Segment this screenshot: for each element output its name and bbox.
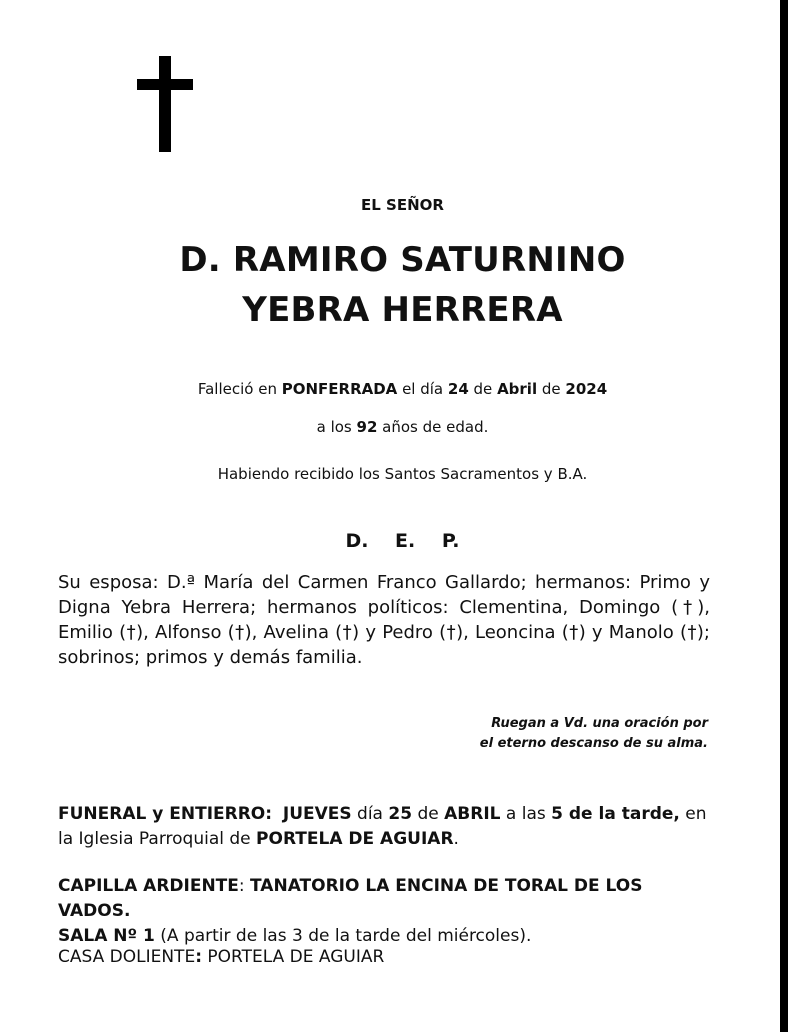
page-border [760,0,800,1032]
chapel-separator: : [238,876,251,896]
death-year-prefix: de [537,380,566,398]
funeral-text4: en la Iglesia Parroquial de [58,804,707,849]
dep-heading: D. E. P. [345,530,460,552]
age-prefix: a los [316,418,357,436]
funeral-church: PORTELA DE AGUIAR [256,829,454,849]
funeral-label: FUNERAL y ENTIERRO: [58,804,273,824]
home-separator: : [195,947,202,967]
funeral-text2: de [412,804,445,824]
prayer-line2: el eterno descanso de su alma. [479,736,708,751]
age-years: 92 [356,418,378,436]
chapel-place: TANATORIO LA ENCINA DE TORAL DE LOS VADOS. [58,876,643,921]
death-day: 24 [447,380,469,398]
deceased-name-line2: YEBRA HERRERA [242,290,563,330]
funeral-text1: día [351,804,389,824]
funeral-text5: . [453,829,459,849]
chapel-note: (A partir de las 3 de la tarde del miércoles). [154,926,532,946]
death-day-prefix: el día [397,380,448,398]
death-info [0,380,800,398]
chapel-label: CAPILLA ARDIENTE [58,876,239,896]
home-info [58,945,718,970]
age-suffix: años de edad. [377,418,489,436]
funeral-month: ABRIL [444,804,501,824]
home-place: PORTELA DE AGUIAR [202,947,385,967]
age-info [0,418,800,436]
family-list: Su esposa: D.ª María del Carmen Franco Gallardo; hermanos: Primo y Digna Yebra Herrera; hermanos políticos: Clementina, Domingo (†), Emilio (†), Alfonso (†), Avelina (†) y Pedro (†), Leoncina (†) y Manolo (†); sobrinos; primos y demás familia. [58,572,710,668]
funeral-info [58,802,718,852]
deceased-name-line1: D. RAMIRO SATURNINO [179,240,626,280]
death-place: PONFERRADA [281,380,398,398]
death-month-prefix: de [468,380,498,398]
cross-icon [137,56,193,152]
funeral-day: 25 [388,804,413,824]
prayer-line1: Ruegan a Vd. una oración por [491,716,708,731]
funeral-time: 5 de la tarde, [551,804,680,824]
death-month: Abril [497,380,538,398]
home-label: CASA DOLIENTE [58,947,196,967]
funeral-weekday: JUEVES [282,804,352,824]
sacraments-text: Habiendo recibido los Santos Sacramentos y B.A. [217,465,588,483]
funeral-text3: a las [500,804,552,824]
honorific: EL SEÑOR [361,196,444,214]
chapel-info [58,874,718,949]
chapel-room: SALA Nº 1 [58,926,155,946]
death-year: 2024 [565,380,608,398]
death-prefix: Falleció en [197,380,282,398]
